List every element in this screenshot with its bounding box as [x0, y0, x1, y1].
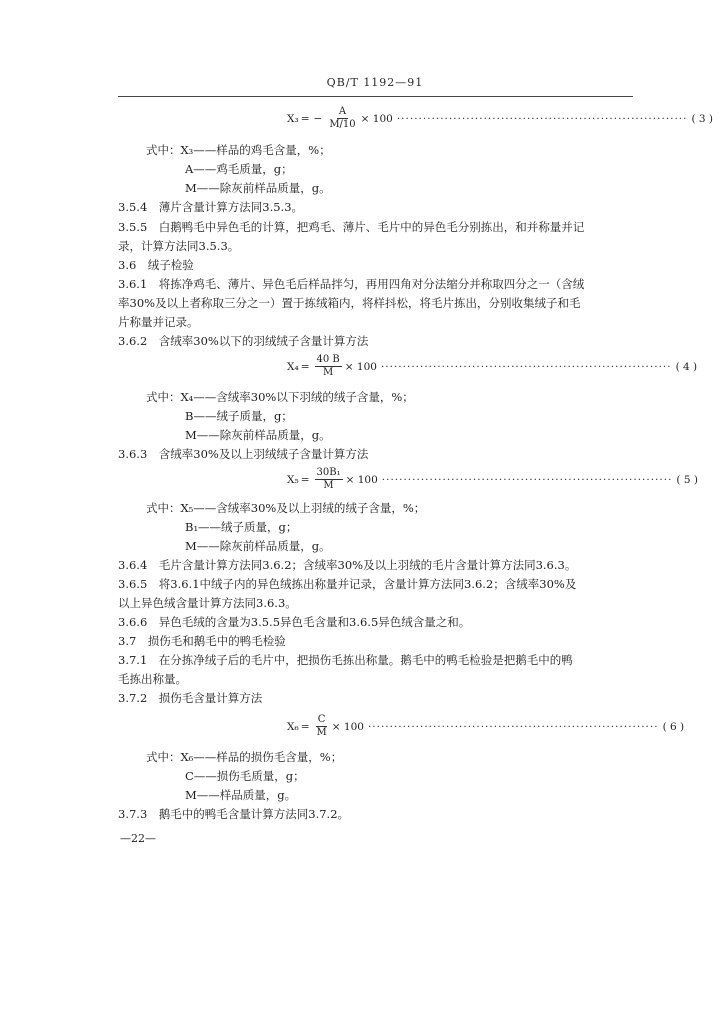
header-rule — [118, 96, 633, 97]
text-line: B——绒子质量，g； — [185, 409, 293, 423]
denominator: M/10 — [329, 119, 356, 130]
text-line: 片称量并记录。 — [118, 315, 199, 329]
formula-var: X₅ — [287, 473, 299, 486]
fraction — [315, 714, 329, 739]
formula-var: X₄ — [287, 360, 299, 373]
formula-eq: = — [300, 720, 310, 733]
text-line: M——除灰前样品质量，g。 — [185, 539, 331, 553]
text-line: 3.6.2 含绒率30%以下的羽绒绒子含量计算方法 — [118, 334, 369, 348]
equation-number: ( 6 ) — [662, 720, 685, 733]
text-line: 率30%及以上者称取三分之一）置于拣绒箱内，将样抖松，将毛片拣出，分别收集绒子和毛 — [118, 296, 581, 310]
text-line: M——除灰前样品质量，g。 — [185, 181, 331, 195]
numerator: A — [338, 106, 347, 117]
formula-6 — [287, 714, 685, 739]
leader-dots: ··································································· — [396, 112, 688, 125]
page-number: —22— — [120, 832, 156, 845]
section-heading: 3.7 损伤毛和鹅毛中的鸭毛检验 — [118, 634, 286, 648]
text-line: 录，计算方法同3.5.3。 — [118, 239, 240, 253]
leader-dots: ··································································· — [367, 720, 659, 733]
text-line: 3.6.1 将拣净鸡毛、薄片、异色毛后样品拌匀，再用四角对分法缩分并称取四分之一（含绒 — [118, 277, 585, 291]
formula-5 — [287, 467, 698, 492]
text-line: M——除灰前样品质量，g。 — [185, 428, 331, 442]
equation-number: ( 3 ) — [691, 112, 714, 125]
text-line: 3.6.4 毛片含量计算方法同3.6.2；含绒率30%及以上羽绒的毛片含量计算方法同3.6.3。 — [118, 558, 577, 572]
text-line: 毛拣出称量。 — [118, 672, 187, 686]
formula-var: X₆ — [287, 720, 299, 733]
text-line: 3.6.3 含绒率30%及以上羽绒绒子含量计算方法 — [118, 447, 369, 461]
equation-number: ( 4 ) — [675, 360, 698, 373]
numerator: C — [317, 714, 326, 725]
formula-eq: = — [300, 360, 310, 373]
text-line: 3.5.5 白鹅鸭毛中异色毛的计算，把鸡毛、薄片、毛片中的异色毛分别拣出，和并称量并记 — [118, 220, 585, 234]
formula-eq: = — [300, 473, 310, 486]
formula-minus: − — [313, 112, 323, 125]
page-header: QB/T 1192—91 — [326, 76, 424, 89]
text-line: 以上异色绒含量计算方法同3.6.3。 — [118, 596, 297, 610]
formula-3 — [287, 106, 714, 131]
text-line: 式中：X₅——含绒率30%及以上羽绒的绒子含量，%； — [146, 501, 426, 515]
formula-var: X₃ — [287, 112, 299, 125]
formula-times: × 100 — [360, 112, 393, 125]
leader-dots: ··································································· — [380, 360, 672, 373]
formula-times: × 100 — [344, 360, 377, 373]
text-line: A——鸡毛质量，g； — [185, 162, 293, 176]
numerator: 30B₁ — [316, 467, 341, 478]
text-line: B₁——绒子质量，g； — [185, 520, 298, 534]
equation-number: ( 5 ) — [676, 473, 698, 486]
text-line: M——样品质量，g。 — [185, 788, 297, 802]
text-line: 3.7.1 在分拣净绒子后的毛片中，把损伤毛拣出称量。鹅毛中的鸭毛检验是把鹅毛中的鸭 — [118, 653, 573, 667]
text-line: 3.6.5 将3.6.1中绒子内的异色绒拣出称量并记录，含量计算方法同3.6.2；含绒率30%及 — [118, 577, 577, 591]
text-line: 式中：X₆——样品的损伤毛含量，%； — [146, 750, 343, 764]
text-line: 3.7.2 损伤毛含量计算方法 — [118, 691, 263, 705]
text-line: 3.6.6 异色毛绒的含量为3.5.5异色毛含量和3.6.5异色绒含量之和。 — [118, 615, 471, 629]
fraction — [315, 467, 343, 492]
formula-4 — [287, 354, 698, 379]
denominator: M — [323, 367, 334, 378]
text-line: 3.5.4 薄片含量计算方法同3.5.3。 — [118, 200, 304, 214]
leader-dots: ··································································· — [381, 473, 673, 486]
text-line: 式中：X₃——样品的鸡毛含量，%； — [146, 143, 331, 157]
formula-times: × 100 — [345, 473, 378, 486]
fraction — [315, 354, 342, 379]
formula-times: × 100 — [331, 720, 364, 733]
numerator: 40 B — [316, 354, 340, 365]
denominator: M — [316, 727, 327, 738]
text-line: 3.7.3 鹅毛中的鸭毛含量计算方法同3.7.2。 — [118, 807, 350, 821]
text-line: C——损伤毛质量，g； — [185, 769, 305, 783]
formula-eq: = — [300, 112, 310, 125]
section-heading: 3.6 绒子检验 — [118, 258, 194, 272]
fraction — [327, 106, 357, 131]
text-line: 式中：X₄——含绒率30%以下羽绒的绒子含量，%； — [146, 390, 414, 404]
denominator: M — [323, 480, 334, 491]
